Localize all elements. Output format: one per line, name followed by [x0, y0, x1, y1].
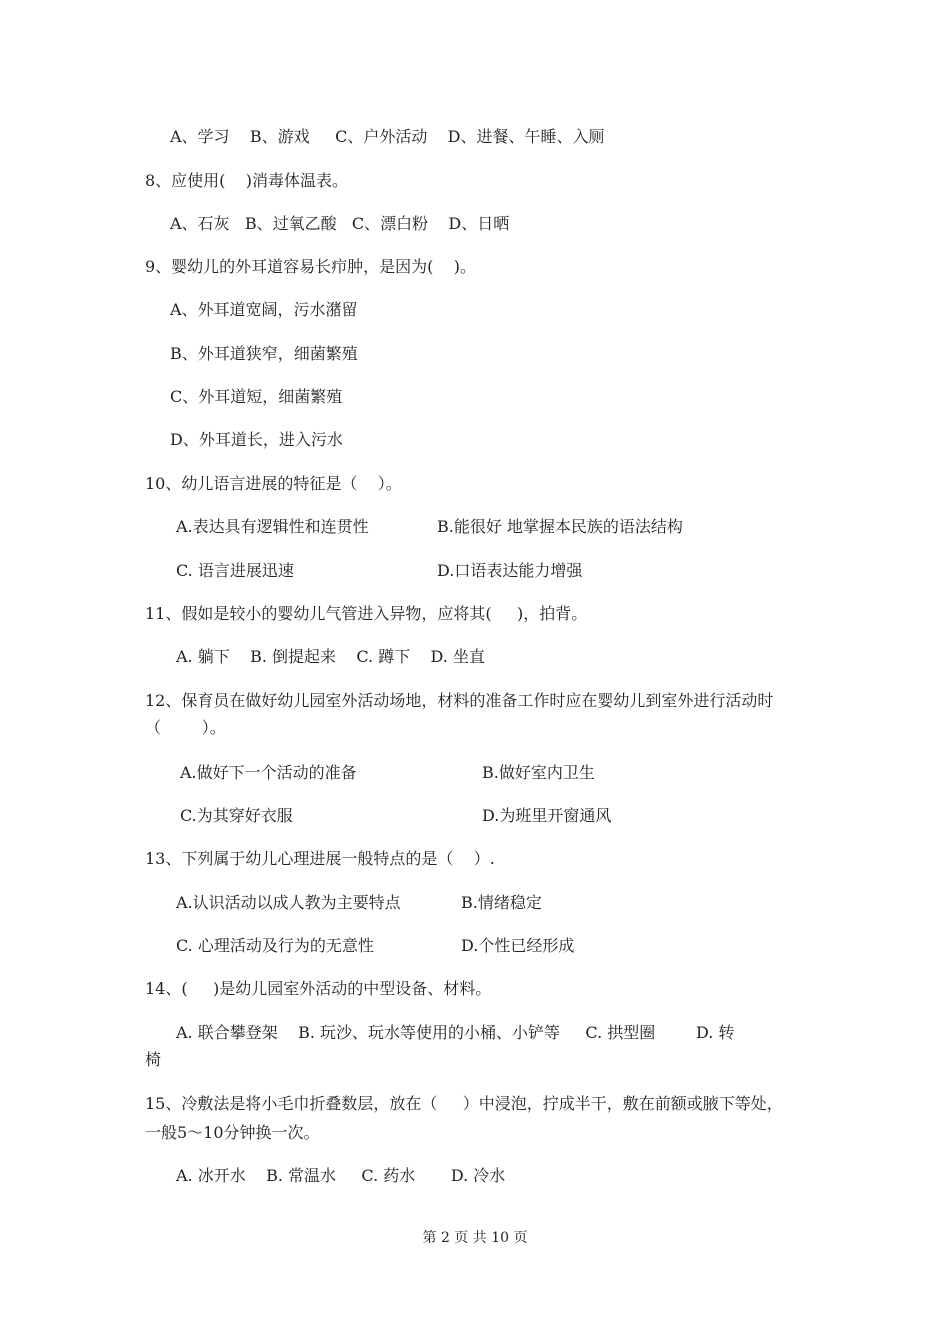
q14-options-line2: 椅 [145, 1050, 162, 1069]
q15-stem-line2: 一般5～10分钟换一次。 [145, 1123, 320, 1142]
q13-option-b: B.情绪稳定 [461, 893, 542, 912]
q12-option-b: B.做好室内卫生 [482, 763, 595, 782]
q11-options: A. 躺下 B. 倒提起来 C. 蹲下 D. 坐直 [176, 647, 485, 666]
q13-option-a: A.认识活动以成人教为主要特点 [176, 893, 401, 912]
q14-options-line1: A. 联合攀登架 B. 玩沙、玩水等使用的小桶、小铲等 C. 拱型圈 D. 转 [176, 1023, 735, 1042]
page-footer: 第 2 页 共 10 页 [422, 1230, 528, 1246]
q9-option-c: C、外耳道短，细菌繁殖 [170, 387, 343, 406]
q13-stem: 13、下列属于幼儿心理进展一般特点的是（ ）. [145, 849, 495, 868]
q10-stem: 10、幼儿语言进展的特征是（ ）。 [145, 474, 402, 493]
q15-stem-line1: 15、冷敷法是将小毛巾折叠数层，放在（ ）中浸泡，拧成半干，敷在前额或腋下等处， [145, 1094, 783, 1113]
q14-stem: 14、( )是幼儿园室外活动的中型设备、材料。 [145, 979, 492, 998]
q8-options: A、石灰 B、过氧乙酸 C、漂白粉 D、日晒 [170, 214, 510, 233]
q9-option-a: A、外耳道宽阔，污水潴留 [170, 300, 358, 319]
q10-option-c: C. 语言进展迅速 [176, 561, 294, 580]
q10-option-d: D.口语表达能力增强 [437, 561, 583, 580]
q7-options: A、学习 B、游戏 C、户外活动 D、进餐、午睡、入厕 [170, 127, 605, 146]
q15-options: A. 冰开水 B. 常温水 C. 药水 D. 冷水 [176, 1166, 506, 1185]
q12-stem-line1: 12、保育员在做好幼儿园室外活动场地，材料的准备工作时应在婴幼儿到室外进行活动时 [145, 691, 774, 710]
q9-option-d: D、外耳道长，进入污水 [170, 430, 343, 449]
q13-option-c: C. 心理活动及行为的无意性 [176, 936, 374, 955]
q12-option-c: C.为其穿好衣服 [180, 806, 293, 825]
q10-option-b: B.能很好 地掌握本民族的语法结构 [437, 517, 683, 536]
q11-stem: 11、假如是较小的婴幼儿气管进入异物，应将其( )，拍背。 [145, 604, 588, 623]
q13-option-d: D.个性已经形成 [461, 936, 575, 955]
q12-stem-line2: （ ）。 [145, 718, 226, 737]
q12-option-d: D.为班里开窗通风 [482, 806, 612, 825]
q8-stem: 8、应使用( )消毒体温表。 [145, 171, 349, 190]
q12-option-a: A.做好下一个活动的准备 [180, 763, 357, 782]
q9-stem: 9、婴幼儿的外耳道容易长疖肿，是因为( )。 [145, 257, 477, 276]
q9-option-b: B、外耳道狭窄，细菌繁殖 [170, 344, 358, 363]
q10-option-a: A.表达具有逻辑性和连贯性 [176, 517, 369, 536]
